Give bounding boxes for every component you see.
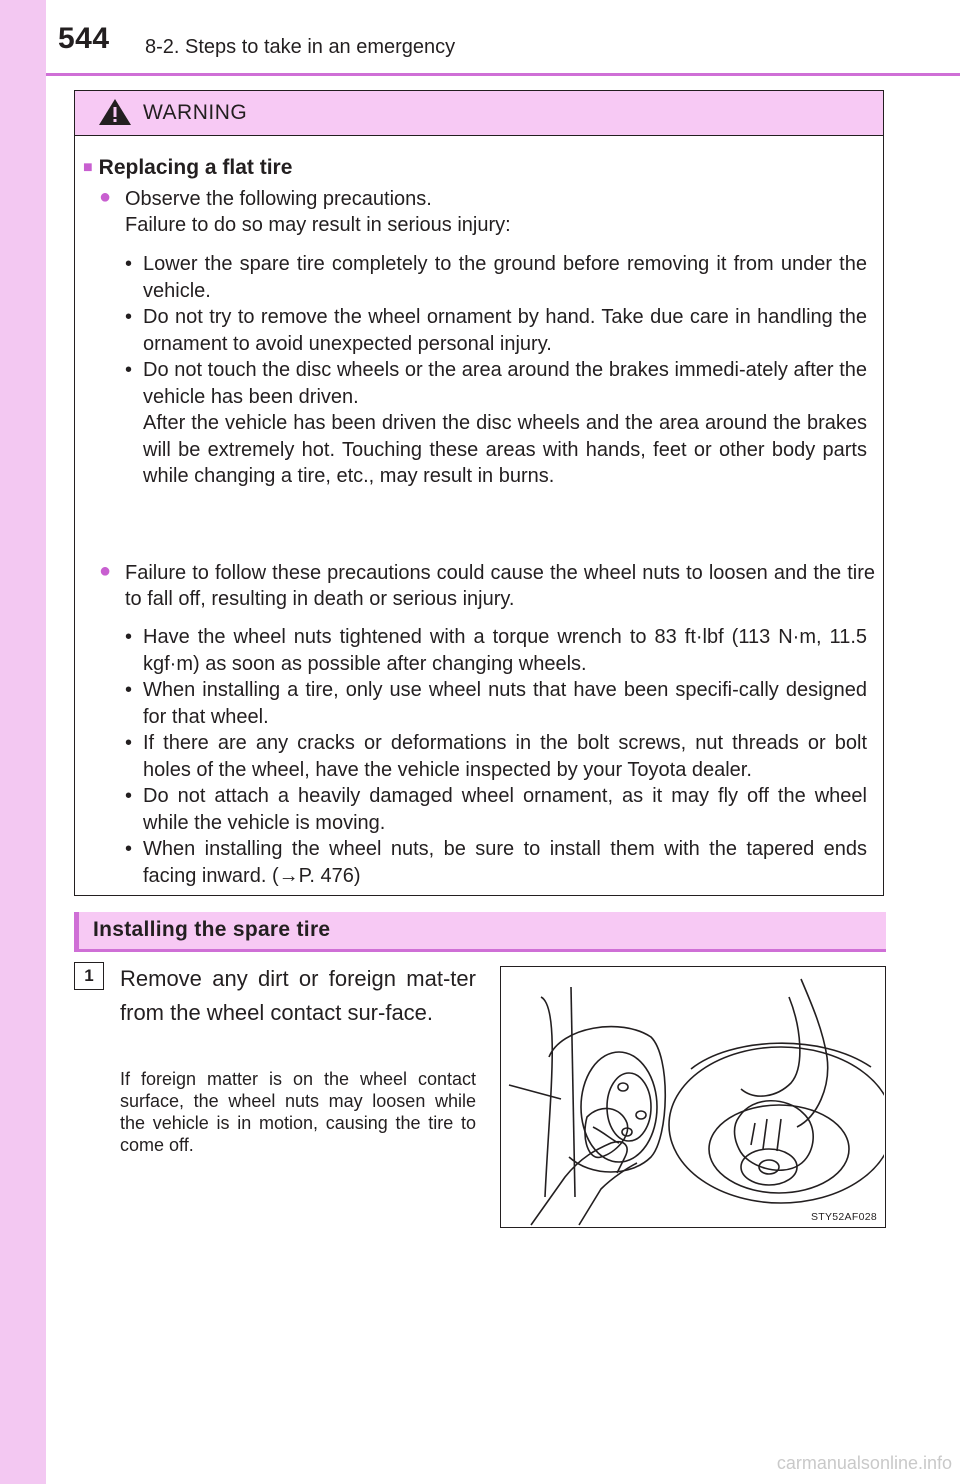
list-item: • When installing a tire, only use wheel nuts that have been specifi-cally designed for that wheel.	[125, 677, 867, 730]
step-note: If foreign matter is on the wheel contact surface, the wheel nuts may loosen while the vehicle is in motion, causing the tire to come off.	[120, 1069, 476, 1155]
circle-bullet-icon: ●	[99, 560, 112, 582]
group1-list	[125, 251, 867, 490]
illustration-drawing	[501, 967, 884, 1226]
watermark: carmanualsonline.info	[776, 1453, 952, 1473]
warning-box	[74, 90, 884, 896]
group2-lead: Failure to follow these precautions could cause the wheel nuts to loosen and the tire to fall off, resulting in death or serious injury.	[125, 562, 875, 610]
header-rule	[46, 73, 960, 76]
list-item	[125, 357, 867, 490]
chapter-title: 8-2. Steps to take in an emergency	[145, 36, 456, 58]
warning-header	[75, 91, 883, 136]
warning-title: WARNING	[143, 101, 248, 124]
section-band	[74, 912, 886, 952]
square-bullet-icon: ■	[83, 159, 93, 176]
page-number: 544	[58, 22, 110, 55]
side-bar	[0, 0, 46, 1484]
list-item-text: • Do not touch the disc wheels or the area around the brakes immedi-ately after the vehicle has been driven.	[143, 359, 867, 408]
section-title: Installing the spare tire	[93, 918, 331, 941]
tire-cleaning-illustration	[500, 966, 886, 1228]
list-item-continued: After the vehicle has been driven the disc wheels and the area around the brakes will be extremely hot. Touching these areas with hands, feet or other body parts while changing a tire, etc., may result in burns.	[143, 412, 867, 487]
warning-heading	[83, 156, 292, 180]
group1-lead	[125, 186, 867, 238]
list-item: • Do not attach a heavily damaged wheel ornament, as it may fly off the wheel while the vehicle is moving.	[125, 783, 867, 836]
list-item: • Have the wheel nuts tightened with a torque wrench to 83 ft·lbf (113 N·m, 11.5 kgf·m) as soon as possible after changing wheels.	[125, 624, 867, 677]
list-item-text: When installing the wheel nuts, be sure to install them with the tapered ends facing inward. (→P. 476)	[143, 838, 867, 887]
circle-bullet-icon: ●	[99, 186, 112, 208]
group1-lead-line2: Failure to do so may result in serious injury:	[125, 214, 511, 236]
warning-heading-text: Replacing a flat tire	[98, 156, 293, 179]
group2-list	[125, 624, 867, 889]
list-item	[125, 836, 867, 889]
step-number: 1	[74, 962, 104, 990]
step-text: Remove any dirt or foreign mat-ter from the wheel contact sur-face.	[120, 966, 476, 1025]
list-item: • Do not try to remove the wheel ornament by hand. Take due care in handling the ornament to avoid unexpected personal injury.	[125, 304, 867, 357]
list-item: • Lower the spare tire completely to the ground before removing it from under the vehicle.	[125, 251, 867, 304]
list-item: • If there are any cracks or deformations in the bolt screws, nut threads or bolt holes of the wheel, have the vehicle inspected by your Toyota dealer.	[125, 730, 867, 783]
figure-code: STY52AF028	[810, 1211, 877, 1223]
group1-lead-line1: Observe the following precautions.	[125, 188, 432, 210]
warning-triangle-icon	[97, 97, 133, 127]
